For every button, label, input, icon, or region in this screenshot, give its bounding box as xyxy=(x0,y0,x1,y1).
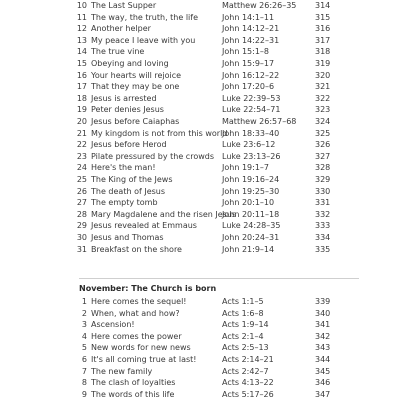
entry-number: 26 xyxy=(76,186,87,196)
entry-title: Jesus and Thomas xyxy=(91,233,164,242)
entry-page-number: 315 xyxy=(315,12,331,22)
entry-reference: Acts 1:9–14 xyxy=(222,320,269,330)
entry-title: Jesus revealed at Emmaus xyxy=(91,221,197,231)
entry-number: 28 xyxy=(76,209,87,219)
entry-reference: John 14:12–21 xyxy=(222,24,280,34)
contents-row xyxy=(0,139,409,150)
entry-title: Here comes the power xyxy=(91,331,182,341)
entry-page-number: 342 xyxy=(315,331,331,341)
entry-reference: Acts 1:1–5 xyxy=(222,297,264,306)
entry-title: Breakfast on the shore xyxy=(91,244,182,254)
entry-page-number: 323 xyxy=(315,105,331,115)
entry-title: The empty tomb xyxy=(91,198,158,208)
entry-number: 10 xyxy=(76,1,87,10)
contents-row xyxy=(0,0,409,11)
entry-title: Pilate pressured by the crowds xyxy=(91,151,214,161)
contents-row xyxy=(0,331,409,342)
entry-number: 20 xyxy=(76,117,87,126)
entry-title: Another helper xyxy=(91,24,151,34)
entry-page-number: 319 xyxy=(315,59,331,68)
entry-number: 16 xyxy=(76,70,87,80)
entry-number: 13 xyxy=(76,35,87,45)
entry-reference: Acts 2:5–13 xyxy=(222,343,269,353)
entry-page-number: 335 xyxy=(315,244,331,254)
entry-title: New words for new news xyxy=(91,343,191,353)
entry-reference: John 18:33–40 xyxy=(222,128,280,138)
entry-number: 3 xyxy=(81,320,87,330)
contents-row xyxy=(0,296,409,307)
entry-reference: Luke 23:13–26 xyxy=(222,151,281,161)
entry-number: 27 xyxy=(76,198,87,208)
contents-row xyxy=(0,319,409,330)
entry-page-number: 318 xyxy=(315,47,331,57)
entry-number: 21 xyxy=(76,128,87,138)
contents-row xyxy=(0,151,409,162)
entry-page-number: 331 xyxy=(315,198,331,208)
contents-row xyxy=(0,186,409,197)
section-divider xyxy=(79,278,359,279)
entry-title: Obeying and loving xyxy=(91,59,169,68)
entry-number: 4 xyxy=(81,331,87,341)
entry-title: The King of the Jews xyxy=(91,175,173,184)
entry-reference: Luke 22:39–53 xyxy=(222,93,281,103)
contents-row xyxy=(0,174,409,185)
entry-reference: Acts 5:17–26 xyxy=(222,389,274,399)
entry-number: 11 xyxy=(76,12,87,22)
entry-page-number: 346 xyxy=(315,378,331,388)
entry-page-number: 321 xyxy=(315,82,331,92)
contents-row xyxy=(0,12,409,23)
entry-page-number: 317 xyxy=(315,35,331,45)
contents-row xyxy=(0,70,409,81)
contents-row xyxy=(0,342,409,353)
entry-page-number: 339 xyxy=(315,297,331,306)
contents-row xyxy=(0,162,409,173)
entry-reference: Acts 1:6–8 xyxy=(222,308,264,318)
entry-number: 25 xyxy=(76,175,87,184)
entry-page-number: 320 xyxy=(315,70,331,80)
entry-reference: Luke 23:6–12 xyxy=(222,140,276,150)
entry-title: Jesus before Herod xyxy=(91,140,167,150)
entry-page-number: 316 xyxy=(315,24,331,34)
entry-page-number: 344 xyxy=(315,355,331,364)
entry-number: 5 xyxy=(81,343,87,353)
entry-reference: John 21:9–14 xyxy=(222,244,275,254)
entry-reference: John 20:1–10 xyxy=(222,198,275,208)
entry-title: Jesus is arrested xyxy=(91,93,157,103)
entry-reference: John 15:1–8 xyxy=(222,47,269,57)
entry-title: Mary Magdalene and the risen Jesus xyxy=(91,209,237,219)
entry-reference: John 17:20–6 xyxy=(222,82,275,92)
entry-number: 30 xyxy=(76,233,87,242)
contents-row xyxy=(0,389,409,400)
entry-number: 12 xyxy=(76,24,87,34)
contents-row xyxy=(0,244,409,255)
entry-number: 22 xyxy=(76,140,87,150)
entry-page-number: 347 xyxy=(315,389,331,399)
entry-title: My peace I leave with you xyxy=(91,35,196,45)
entry-reference: Luke 22:54–71 xyxy=(222,105,281,115)
entry-number: 19 xyxy=(76,105,87,115)
entry-page-number: 340 xyxy=(315,308,331,318)
entry-title: The new family xyxy=(91,366,153,376)
contents-row xyxy=(0,58,409,69)
contents-row xyxy=(0,354,409,365)
contents-row xyxy=(0,308,409,319)
contents-row xyxy=(0,104,409,115)
entry-page-number: 345 xyxy=(315,366,331,376)
entry-number: 15 xyxy=(76,59,87,68)
entry-number: 18 xyxy=(76,93,87,103)
entry-number: 31 xyxy=(76,244,87,254)
entry-reference: Matthew 26:57–68 xyxy=(222,117,297,126)
entry-page-number: 333 xyxy=(315,221,331,231)
contents-row xyxy=(0,23,409,34)
entry-page-number: 329 xyxy=(315,175,331,184)
entry-number: 14 xyxy=(76,47,87,57)
entry-reference: John 14:1–11 xyxy=(222,12,275,22)
contents-row xyxy=(0,46,409,57)
entry-title: The way, the truth, the life xyxy=(91,12,199,22)
entry-page-number: 324 xyxy=(315,117,331,126)
entry-reference: Acts 2:1–4 xyxy=(222,331,264,341)
contents-row xyxy=(0,209,409,220)
entry-page-number: 326 xyxy=(315,140,331,150)
section-heading-november: November: The Church is born xyxy=(79,284,217,293)
entry-number: 7 xyxy=(81,366,87,376)
entry-reference: John 20:11–18 xyxy=(222,209,280,219)
entry-reference: Acts 4:13–22 xyxy=(222,378,274,388)
entry-title: That they may be one xyxy=(91,82,180,92)
entry-title: Here comes the sequel! xyxy=(91,297,187,306)
entry-title: The Last Supper xyxy=(91,1,157,10)
entry-number: 24 xyxy=(76,163,87,173)
contents-row xyxy=(0,116,409,127)
entry-reference: John 16:12–22 xyxy=(222,70,280,80)
entry-title: My kingdom is not from this world xyxy=(91,128,228,138)
contents-row xyxy=(0,232,409,243)
entry-title: Ascension! xyxy=(91,320,135,330)
entry-page-number: 322 xyxy=(315,93,331,103)
entry-reference: John 15:9–17 xyxy=(222,59,275,68)
entry-page-number: 334 xyxy=(315,233,331,242)
entry-number: 23 xyxy=(76,151,87,161)
entry-title: It's all coming true at last! xyxy=(91,355,197,364)
entry-page-number: 332 xyxy=(315,209,331,219)
entry-reference: John 14:22–31 xyxy=(222,35,280,45)
contents-row xyxy=(0,93,409,104)
entry-reference: John 19:25–30 xyxy=(222,186,280,196)
contents-row xyxy=(0,128,409,139)
entry-reference: Matthew 26:26–35 xyxy=(222,1,297,10)
contents-row xyxy=(0,35,409,46)
entry-number: 29 xyxy=(76,221,87,231)
entry-title: The true vine xyxy=(91,47,145,57)
entry-number: 1 xyxy=(81,297,87,306)
entry-title: The death of Jesus xyxy=(91,186,166,196)
entry-number: 9 xyxy=(81,389,87,399)
contents-row xyxy=(0,197,409,208)
entry-reference: Luke 24:28–35 xyxy=(222,221,281,231)
entry-page-number: 343 xyxy=(315,343,331,353)
entry-title: Peter denies Jesus xyxy=(91,105,164,115)
entry-title: Your hearts will rejoice xyxy=(91,70,182,80)
entry-number: 6 xyxy=(81,355,87,364)
entry-title: Jesus before Caiaphas xyxy=(91,117,180,126)
entry-reference: Acts 2:42–7 xyxy=(222,366,269,376)
entry-number: 2 xyxy=(81,308,87,318)
contents-row xyxy=(0,366,409,377)
entry-reference: John 19:1–7 xyxy=(222,163,269,173)
entry-page-number: 314 xyxy=(315,1,331,10)
entry-page-number: 327 xyxy=(315,151,331,161)
contents-row xyxy=(0,220,409,231)
entry-title: Here's the man! xyxy=(91,163,156,173)
entry-reference: Acts 2:14–21 xyxy=(222,355,274,364)
entry-page-number: 330 xyxy=(315,186,331,196)
entry-page-number: 341 xyxy=(315,320,331,330)
entry-reference: John 20:24–31 xyxy=(222,233,280,242)
entry-page-number: 325 xyxy=(315,128,331,138)
entry-number: 17 xyxy=(76,82,87,92)
entry-title: The words of this life xyxy=(91,389,175,399)
contents-row xyxy=(0,377,409,388)
entry-reference: John 19:16–24 xyxy=(222,175,280,184)
entry-title: The clash of loyalties xyxy=(91,378,176,388)
entry-title: When, what and how? xyxy=(91,308,180,318)
entry-page-number: 328 xyxy=(315,163,331,173)
contents-row xyxy=(0,81,409,92)
entry-number: 8 xyxy=(81,378,87,388)
